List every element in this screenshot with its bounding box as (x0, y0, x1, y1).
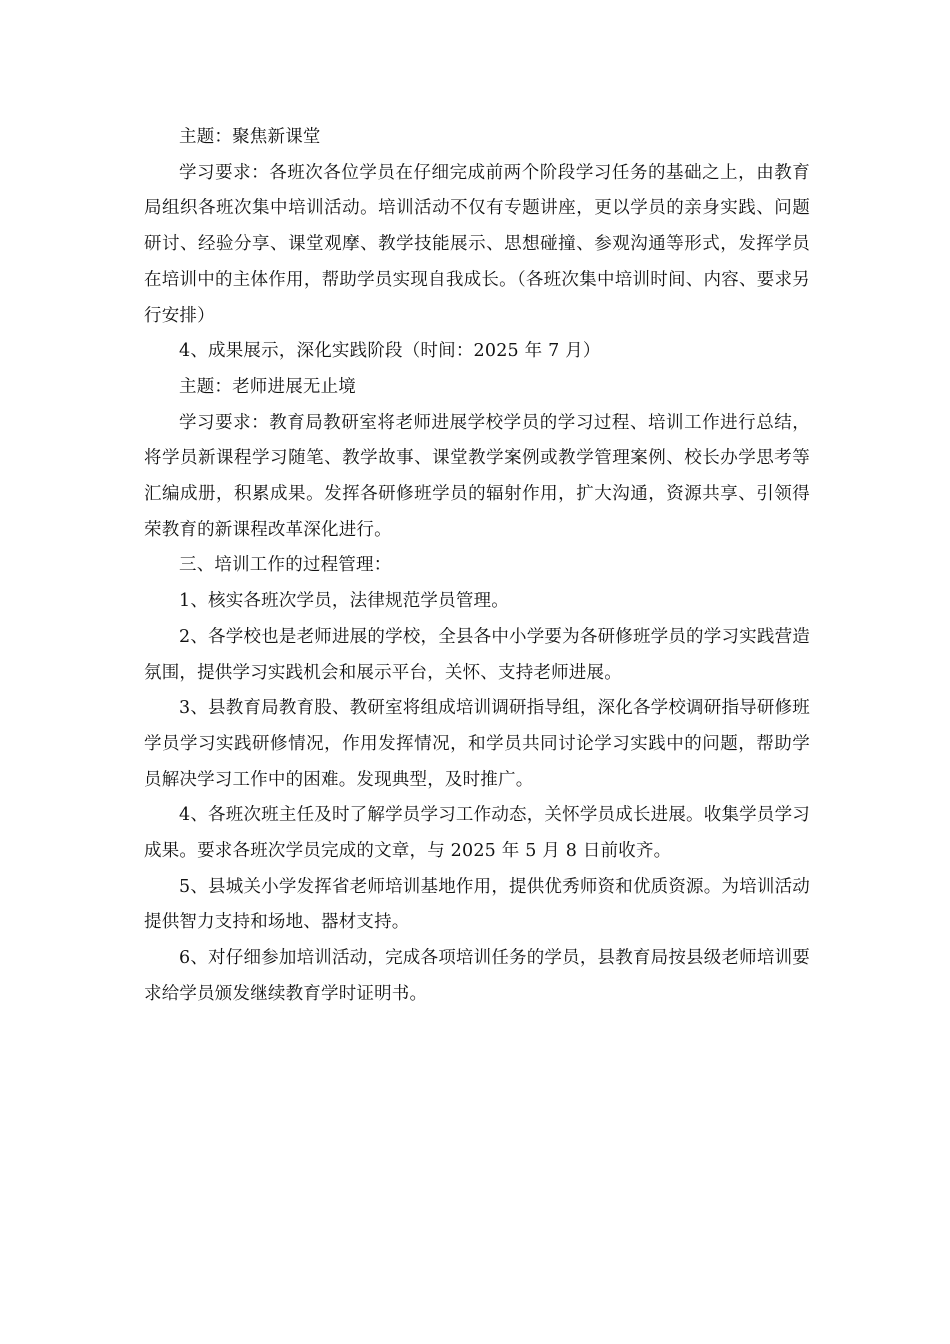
theme-heading-2: 主题：老师进展无止境 (179, 376, 356, 397)
study-requirement-paragraph-1: 学习要求：各班次各位学员在仔细完成前两个阶段学习任务的基础之上，由教育局组织各班次集中培训活动。培训活动不仅有专题讲座，更以学员的亲身实践、问题研讨、经验分享、课堂观摩、教学技能展示、思想碰撞、参观沟通等形式，发挥学员在培训中的主体作用，帮助学员实现自我成长。（各班次集中培训时间、内容、要求另行安排） (144, 162, 810, 326)
document-body (144, 120, 810, 1013)
management-item-1: 1、核实各班次学员，法律规范学员管理。 (179, 591, 509, 612)
management-item-6: 6、对仔细参加培训活动，完成各项培训任务的学员，县教育局按县级老师培训要求给学员颁发继续教育学时证明书。 (144, 948, 810, 1004)
management-item-4: 4、各班次班主任及时了解学员学习工作动态，关怀学员成长进展。收集学员学习成果。要求各班次学员完成的文章，与 2025 年 5 月 8 日前收齐。 (144, 805, 810, 862)
stage-4-heading: 4、成果展示，深化实践阶段（时间：2025 年 7 月） (179, 341, 601, 362)
study-requirement-paragraph-2: 学习要求：教育局教研室将老师进展学校学员的学习过程、培训工作进行总结，将学员新课程学习随笔、教学故事、课堂教学案例或教学管理案例、校长办学思考等汇编成册，积累成果。发挥各研修班学员的辐射作用，扩大沟通，资源共享、引领得荣教育的新课程改革深化进行。 (144, 412, 810, 540)
management-item-2: 2、各学校也是老师进展的学校，全县各中小学要为各研修班学员的学习实践营造氛围，提供学习实践机会和展示平台，关怀、支持老师进展。 (144, 626, 810, 683)
management-item-3: 3、县教育局教育股、教研室将组成培训调研指导组，深化各学校调研指导研修班学员学习实践研修情况，作用发挥情况，和学员共同讨论学习实践中的问题，帮助学员解决学习工作中的困难。发现典型，及时推广。 (144, 698, 810, 790)
management-item-5: 5、县城关小学发挥省老师培训基地作用，提供优秀师资和优质资源。为培训活动提供智力支持和场地、器材支持。 (144, 876, 810, 933)
section-3-heading: 三、培训工作的过程管理： (179, 555, 392, 576)
theme-heading-1: 主题：聚焦新课堂 (179, 127, 321, 147)
